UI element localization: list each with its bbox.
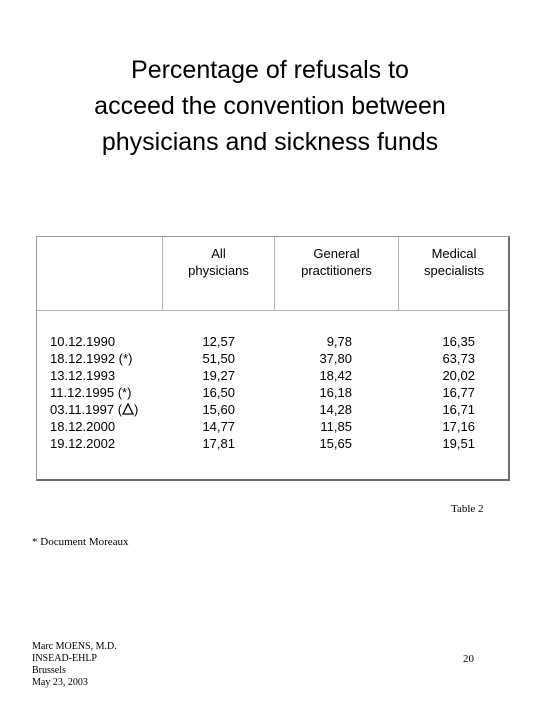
table-cell: 15,60 <box>202 402 235 417</box>
table-cell: 14,77 <box>202 419 235 434</box>
table-cell: 17,16 <box>442 419 475 434</box>
table-row: 13.12.1993 <box>50 368 116 383</box>
medical-specialists-column <box>426 333 475 452</box>
header-all-physicians: All physicians <box>188 246 249 278</box>
table-divider <box>37 310 508 311</box>
table-cell: 51,50 <box>202 351 235 366</box>
table-row: 03.11.1997 ( ) <box>50 402 139 417</box>
table-cell: 11,85 <box>320 419 352 434</box>
author-line: Marc MOENS, M.D. <box>32 641 117 652</box>
table-cell: 15,65 <box>319 436 352 451</box>
table-row: 11.12.1995 (*) <box>50 385 132 400</box>
date-column <box>50 333 138 452</box>
table-cell: 17,81 <box>202 436 235 451</box>
table-row: 10.12.1990 <box>50 334 116 349</box>
refusals-table <box>36 236 510 481</box>
table-cell: 16,71 <box>442 402 475 417</box>
table-row: 18.12.2000 <box>50 419 116 434</box>
table-cell: 37,80 <box>319 351 352 366</box>
footnote: * Document Moreaux <box>32 536 129 548</box>
page-number: 20 <box>463 653 474 665</box>
table-cell: 16,18 <box>319 385 352 400</box>
table-cell: 14,28 <box>319 402 352 417</box>
header-medical-specialists: Medical specialists <box>424 246 484 278</box>
table-cell: 19,27 <box>202 368 235 383</box>
author-block <box>32 641 117 689</box>
title-line: Percentage of refusals to <box>131 56 409 84</box>
title-line: acceed the convention between <box>94 92 446 120</box>
table-cell: 18,42 <box>319 368 352 383</box>
all-physicians-column <box>187 333 235 452</box>
triangle-outline-icon <box>122 403 134 415</box>
author-line: May 23, 2003 <box>32 677 88 688</box>
general-practitioners-column <box>305 333 352 452</box>
title-line: physicians and sickness funds <box>101 128 439 156</box>
table-cell: 9,78 <box>326 334 352 349</box>
table-cell: 63,73 <box>442 351 475 366</box>
table-cell: 20,02 <box>442 368 475 383</box>
table-cell: 16,35 <box>442 334 475 349</box>
author-line: Brussels <box>32 665 66 676</box>
table-cell: 12,57 <box>202 334 235 349</box>
author-line: INSEAD-EHLP <box>32 653 97 664</box>
table-row: 19.12.2002 <box>50 436 116 451</box>
table-cell: 19,51 <box>442 436 475 451</box>
table-row: 18.12.1992 (*) <box>50 351 133 366</box>
page-title <box>0 52 540 160</box>
table-label: Table 2 <box>451 503 484 515</box>
table-cell: 16,50 <box>202 385 235 400</box>
header-general-practitioners: General practitioners <box>301 246 372 278</box>
table-cell: 16,77 <box>442 385 475 400</box>
